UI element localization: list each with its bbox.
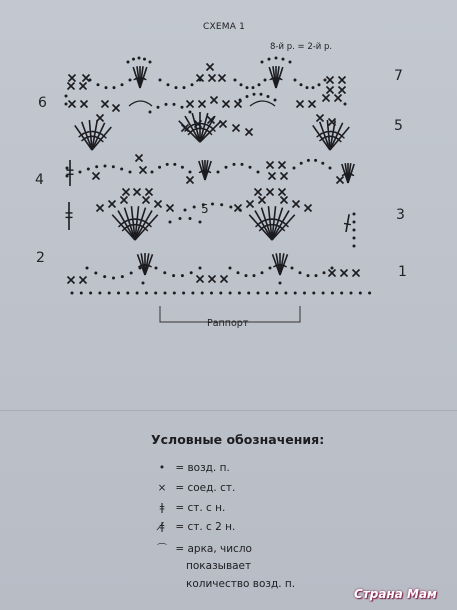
slip-stitch-mark [235,101,242,108]
chain-stitch-mark [219,292,222,295]
arch-mark [129,101,152,106]
chain-stitch-mark [89,292,92,295]
slip-stitch-mark [323,95,330,102]
chain-stitch-mark [94,272,97,275]
legend-item-label: = возд. п. [175,462,230,474]
chain-stitch-mark [220,203,223,206]
chain-stitch-mark [269,267,272,270]
chain-stitch-mark [314,159,317,162]
slip-stitch-mark [69,101,76,108]
slip-stitch-mark [134,189,141,196]
slip-stitch-mark [113,105,120,112]
chain-stitch-mark [257,292,260,295]
slip-stitch-mark [341,270,348,277]
chain-stitch-mark [175,86,178,89]
slip-stitch-mark [293,201,300,208]
chain-stitch-mark [261,271,264,274]
chain-stitch-mark [211,203,214,206]
chain-stitch-mark [240,83,243,86]
slip-stitch-mark [327,77,334,84]
chain-stitch-mark [217,171,220,174]
chain-stitch-mark [120,168,123,171]
chain-stitch-mark [95,165,98,168]
chain-stitch-mark [129,79,132,82]
slip-stitch-mark [223,101,230,108]
chain-stitch-mark [65,95,68,98]
chain-stitch-mark [163,271,166,274]
chain-stitch-mark [268,58,271,61]
slip-stitch-mark [146,189,153,196]
chain-stitch-mark [275,292,278,295]
double-crochet-icon: ǂ [159,502,165,514]
chain-stitch-mark [284,292,287,295]
slip-stitch-mark [246,129,253,136]
chain-stitch-mark [145,292,148,295]
slip-stitch-mark [327,87,334,94]
chain-stitch-mark [97,83,100,86]
chain-stitch-mark [299,271,302,274]
slip-stitch-mark [279,189,286,196]
slip-stitch-mark [329,270,336,277]
chain-stitch-mark [138,57,141,60]
legend-title: Условные обозначения: [151,432,325,447]
chain-stitch-mark [165,103,168,106]
chain-stitch-mark [229,267,232,270]
rapport-label: Раппорт [207,318,249,329]
chain-stitch-mark [233,163,236,166]
chain-stitch-mark [149,61,152,64]
legend-arch-continuation-2: количество возд. п. [186,578,296,590]
legend-item-tr [152,521,235,533]
slip-stitch-mark [267,162,274,169]
chain-stitch-mark [142,282,145,285]
row-number-right-7: 7 [394,68,403,84]
slip-stitch-mark [207,64,214,71]
chain-stitch-mark [130,272,133,275]
chain-stitch-mark [112,165,115,168]
chain-stitch-mark [105,86,108,89]
chain-stitch-mark [315,274,318,277]
legend-item-label: = соед. ст. [175,482,236,494]
slip-stitch-mark [80,83,87,90]
chain-stitch-mark [189,111,192,114]
slip-stitch-mark [155,201,162,208]
row-number-left-4: 4 [35,172,44,188]
chain-stitch-mark [86,267,89,270]
chain-stitch-mark [245,274,248,277]
slip-stitch-mark [97,205,104,212]
chain-stitch-mark [179,217,182,220]
chain-stitch-mark [275,57,278,60]
chain-stitch-mark [199,79,202,82]
chain-stitch-mark [159,79,162,82]
row-number-right-1: 1 [398,264,407,280]
double-crochet-mark [346,214,349,232]
chain-stitch-mark [164,292,167,295]
chain-stitch-mark [300,83,303,86]
chain-stitch-mark [267,95,270,98]
arch-icon: ⌒ [156,543,168,555]
legend-item-slip [152,482,235,494]
slip-stitch-mark [317,115,324,122]
chain-stitch-mark [158,166,161,169]
chain-stitch-mark [329,167,332,170]
chain-stitch-mark [274,99,277,102]
chain-stitch-mark [331,292,334,295]
stitch-bar-mark [344,223,351,224]
chain-stitch-mark [112,277,115,280]
slip-stitch-mark [68,277,75,284]
chain-stitch-mark [80,292,83,295]
legend-item-label: = арка, число [175,543,252,555]
slip-stitch-mark [259,197,266,204]
chain-stitch-mark [127,61,130,64]
chain-stitch-mark [322,292,325,295]
slip-stitch-mark [220,121,227,128]
chain-stitch-mark [173,103,176,106]
slip-stitch-mark [209,75,216,82]
slip-stitch-mark [305,205,312,212]
chain-stitch-mark [300,162,303,165]
chain-stitch-mark [89,79,92,82]
chain-stitch-mark [237,271,240,274]
slip-stitch-mark [187,101,194,108]
legend-item-chain [152,462,230,474]
chain-stitch-mark [312,292,315,295]
slip-stitch-mark [281,197,288,204]
slip-stitch-mark [167,205,174,212]
legend-item-arch [152,541,252,556]
chain-stitch-mark [199,221,202,224]
chain-stitch-mark [293,167,296,170]
chain-stitch-mark [241,163,244,166]
slip-stitch-mark [297,101,304,108]
chain-stitch-mark [183,86,186,89]
slip-stitch-mark [81,101,88,108]
row-number-right-3: 3 [396,207,405,223]
chain-stitch-mark [151,171,154,174]
chain-stitch-mark [121,275,124,278]
chain-stitch-mark [108,292,111,295]
chain-stitch-mark [279,282,282,285]
chain-stitch-icon: • [158,462,166,474]
chain-stitch-mark [201,292,204,295]
chain-stitch-mark [181,106,184,109]
slip-stitch-mark [109,201,116,208]
chain-stitch-mark [149,111,152,114]
chain-stitch-mark [71,292,74,295]
chain-stitch-mark [350,292,353,295]
chain-stitch-mark [87,168,90,171]
chain-stitch-mark [166,163,169,166]
chain-stitch-mark [129,171,132,174]
slip-stitch-mark [279,162,286,169]
slip-stitch-mark [209,276,216,283]
chain-stitch-mark [181,166,184,169]
slip-stitch-mark [353,270,360,277]
arch-mark [250,101,275,106]
chain-stitch-mark [353,213,356,216]
chain-stitch-mark [289,61,292,64]
chain-stitch-mark [79,171,82,174]
slip-stitch-mark [339,77,346,84]
chain-stitch-mark [172,274,175,277]
chain-stitch-mark [191,83,194,86]
chain-stitch-mark [318,83,321,86]
legend-item-label: = ст. с 2 н. [175,521,236,533]
slip-stitch-mark [187,177,194,184]
chain-stitch-mark [252,86,255,89]
slip-stitch-mark [136,155,143,162]
chain-stitch-mark [143,58,146,61]
chain-stitch-mark [104,165,107,168]
chain-stitch-mark [239,209,242,212]
chain-stitch-mark [229,206,232,209]
chain-stitch-mark [264,79,267,82]
chain-stitch-mark [249,166,252,169]
chain-stitch-mark [323,271,326,274]
legend-arch-continuation-1: показывает [186,560,252,572]
chain-stitch-mark [229,292,232,295]
chain-stitch-mark [182,292,185,295]
slip-stitch-mark [255,189,262,196]
chain-stitch-mark [282,58,285,61]
chain-stitch-mark [238,292,241,295]
slip-stitch-mark [281,173,288,180]
chain-stitch-mark [126,292,129,295]
chain-stitch-mark [353,229,356,232]
chain-stitch-mark [303,292,306,295]
chain-stitch-mark [321,162,324,165]
chain-stitch-mark [103,275,106,278]
chain-stitch-mark [155,267,158,270]
chain-stitch-mark [199,267,202,270]
chain-stitch-mark [169,221,172,224]
chain-stitch-mark [260,93,263,96]
chain-stitch-mark [306,86,309,89]
chain-stitch-mark [113,86,116,89]
chain-stitch-mark [239,99,242,102]
chain-stitch-mark [359,292,362,295]
row-number-right-5: 5 [394,118,403,134]
slip-stitch-mark [199,101,206,108]
slip-stitch-mark [80,277,87,284]
slip-stitch-mark [221,276,228,283]
chain-stitch-mark [139,267,142,270]
chain-stitch-mark [331,267,334,270]
slip-stitch-mark [211,97,218,104]
chain-stitch-mark [65,103,68,106]
chain-stitch-mark [66,175,69,178]
chain-stitch-mark [294,292,297,295]
chain-stitch-mark [261,61,264,64]
chain-stitch-mark [344,103,347,106]
chain-stitch-mark [246,95,249,98]
watermark-logo: Страна Мам [354,587,437,601]
chain-stitch-mark [190,271,193,274]
slip-stitch-mark [269,173,276,180]
chain-stitch-mark [132,58,135,61]
slip-stitch-mark [69,75,76,82]
chain-stitch-mark [189,217,192,220]
chain-stitch-mark [291,267,294,270]
chain-stitch-mark [210,292,213,295]
legend-item-label: = ст. с н. [175,502,226,514]
slip-stitch-mark [267,189,274,196]
chain-stitch-mark [184,209,187,212]
slip-stitch-icon: × [157,482,167,494]
slip-stitch-mark [123,189,130,196]
slip-stitch-mark [68,83,75,90]
chain-stitch-mark [353,221,356,224]
chain-stitch-mark [154,292,157,295]
slip-stitch-mark [309,101,316,108]
slip-stitch-mark [233,125,240,132]
chain-stitch-mark [253,274,256,277]
slip-stitch-mark [337,177,344,184]
slip-stitch-mark [83,75,90,82]
chain-stitch-mark [246,86,249,89]
slip-stitch-mark [197,276,204,283]
row-number-left-2: 2 [36,250,45,266]
chain-stitch-mark [157,106,160,109]
chain-stitch-mark [247,292,250,295]
chain-stitch-mark [324,79,327,82]
chain-stitch-mark [307,274,310,277]
chain-stitch-mark [340,292,343,295]
slip-stitch-mark [102,101,109,108]
chain-stitch-mark [294,79,297,82]
slip-stitch-mark [247,201,254,208]
chain-stitch-mark [257,171,260,174]
chain-stitch-mark [191,292,194,295]
repeat-note: 8-й р. = 2-й р. [270,42,333,52]
chain-stitch-mark [353,237,356,240]
scheme-title: СХЕМА 1 [203,22,246,32]
treble-crochet-icon: ǂ̸ [159,521,165,533]
slip-stitch-mark [121,197,128,204]
chain-stitch-mark [193,206,196,209]
chain-stitch-mark [98,292,101,295]
chain-stitch-mark [189,171,192,174]
slip-stitch-mark [93,173,100,180]
chain-stitch-mark [173,292,176,295]
chain-stitch-mark [353,245,356,248]
chain-stitch-mark [234,79,237,82]
arch-number-label: 5 [201,202,209,216]
chain-stitch-mark [136,292,139,295]
chain-stitch-mark [167,83,170,86]
chain-stitch-mark [368,292,371,295]
slip-stitch-mark [143,197,150,204]
chain-stitch-mark [266,292,269,295]
chain-stitch-mark [117,292,120,295]
chain-stitch-mark [173,163,176,166]
slip-stitch-mark [339,87,346,94]
chain-stitch-mark [66,167,69,170]
chain-stitch-mark [253,93,256,96]
slip-stitch-mark [219,75,226,82]
slip-stitch-mark [140,167,147,174]
chain-stitch-mark [258,83,261,86]
chain-stitch-mark [181,274,184,277]
chain-stitch-mark [307,159,310,162]
chain-stitch-mark [225,166,228,169]
chain-stitch-mark [121,83,124,86]
chain-stitch-mark [312,86,315,89]
legend-item-dc [152,502,225,514]
slip-stitch-mark [335,95,342,102]
slip-stitch-mark [97,115,104,122]
row-number-left-6: 6 [38,95,47,111]
